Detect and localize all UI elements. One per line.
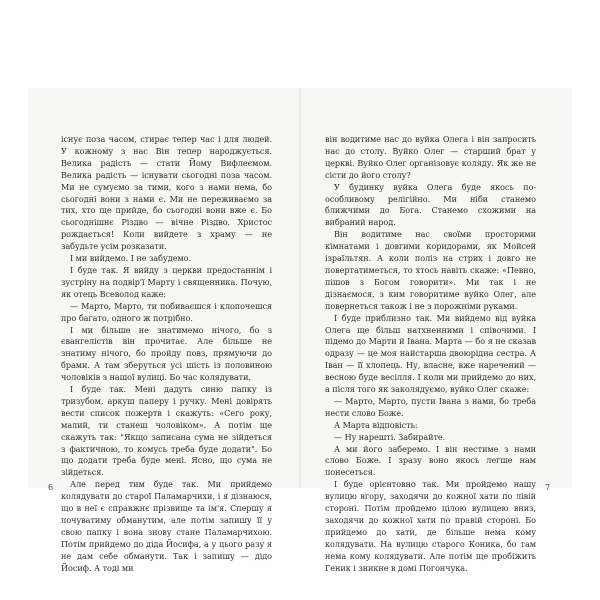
paragraph: — Марто, Марто, пусти Івана з нами, бо треба нести слово Боже. bbox=[325, 395, 536, 418]
paragraph: І ми вийдемо. І не забудемо. bbox=[70, 253, 191, 264]
paragraph: І буде приблизно так. Ми вийдемо від вуйка Олега ще більш натхненними і співочими. І підемо до Марти й Івана. Марта — бо я не сказав одразу — це моя найстарша двоюрідна сестра. А Іван — її хлопець. Ну, власне, вже наречений — весною буде весілля. І коли ми прийдемо до них, а після того як заколядуємо, вуйко Олег скаже: bbox=[325, 312, 536, 395]
page-number-right: 7 bbox=[545, 483, 551, 492]
page-number-left: 6 bbox=[48, 483, 54, 492]
paragraph: У будинку вуйка Олега буде якось по-особливому релігійно. Ми ніби станемо ближчими до Бога. Станемо схожими на вибраний народ. bbox=[325, 181, 536, 228]
paragraph: — Ну нарешті. Забирайте. bbox=[334, 431, 446, 442]
paragraph: І буде так. Я вийду з церкви предостаннім і зустріну на подвір'ї Марту і священника. Почую, як отець Всеволод каже: bbox=[61, 264, 272, 299]
right-page-text bbox=[325, 134, 536, 575]
book-gutter bbox=[299, 88, 301, 488]
paragraph: він водитиме нас до вуйка Олега і він запросить нас до столу. Вуйко Олег — старший брат у церкві. Вуйко Олег організовує коляду. Як же не сісти до його столу? bbox=[325, 134, 536, 180]
paragraph: І буде так. Мені дадуть синю папку із тризубом, аркуш паперу і ручку. Мені довірять вести список пожертв і скажуть: «Сего року, малий, ти станеш чоловіком». А потім ще скажуть так: "Якщо записана сума не зійдеться з фактичною, то комусь треба буде додати". Бо що додати треба буде мені. Ясно, що сума не зійдеться. bbox=[61, 384, 272, 478]
paragraph: І ми більше не знатимемо нічого, бо з євангелістів він прочитає. Але більше не знатиму нічого, бо пройду повз, прямуючи до брами. А там зберуться усі шість із половиною чоловіків з нашої вулиці. Бо час колядувати. bbox=[61, 324, 272, 383]
paragraph: І буде орієнтовно так. Ми пройдемо нашу вулицю вгору, заходячи до кожної хати по лівій стороні. Потім пройдемо цілою вулицею вниз, заходячи до кожної хати по правій стороні. Бо прийдемо до хати, де більше нема кому колядувати. На вулицю старого Коника, бо там нема кому колядувати. Але потім ще пробіжить Геник і зникне в домі Погончука. bbox=[325, 479, 536, 573]
paragraph: Він водитиме нас своїми просторими кімнатами і довгими коридорами, як Мойсей ізраїльтян. А коли поліз на стрих і довго не повертатиметься, то хтось навіть скаже: «Певно, пішов з Богом говорити». Ми так і не дізнаємося, з ким говоритиме вуйко Олег, але повернеться також і не з порожніми руками. bbox=[325, 229, 536, 311]
paragraph: А ми його заберемо. І він нестиме з нами слово Боже. І зразу воно якось легше нам понесеться. bbox=[325, 443, 536, 478]
paragraph: існує поза часом, стирає тепер час і для людей. У кожному з нас Він тепер народжується. Велика радість — стати Йому Вифлеємом. Велика радість — існувати сьогодні поза часом. Ми не сумуємо за тими, кого з нами нема, бо сьогодні вони з нами є. Ми не переживаємо за тих, хто ще прийде, бо сьогодні вони вже є. Бо сьогоднішнє Різдво — вічне Різдво. Христос рождається! Коли вийдете з храму — не забудьте усім розказати. bbox=[61, 134, 272, 252]
paragraph: — Марто, Марто, ти побиваєшся і клопочешся про багато, одного ж потрібно. bbox=[61, 300, 272, 323]
paragraph: Але перед тим буде так. Ми прийдемо колядувати до старої Паламарчихи, і я дізнаюся, що в неї є справжнє прізвище та ім'я. Спершу я почуватиму обманутим, але потім запишу її у свою папку і вона знову стане Паламарчихою. Потім прийдемо до діда Йосифа, а у цього разу я не дам себе обманути. Так і запишу — дідо Йосиф. А тоді ми bbox=[61, 479, 272, 573]
left-page-text bbox=[61, 134, 272, 575]
paragraph: А Марта відповість: bbox=[334, 419, 418, 430]
